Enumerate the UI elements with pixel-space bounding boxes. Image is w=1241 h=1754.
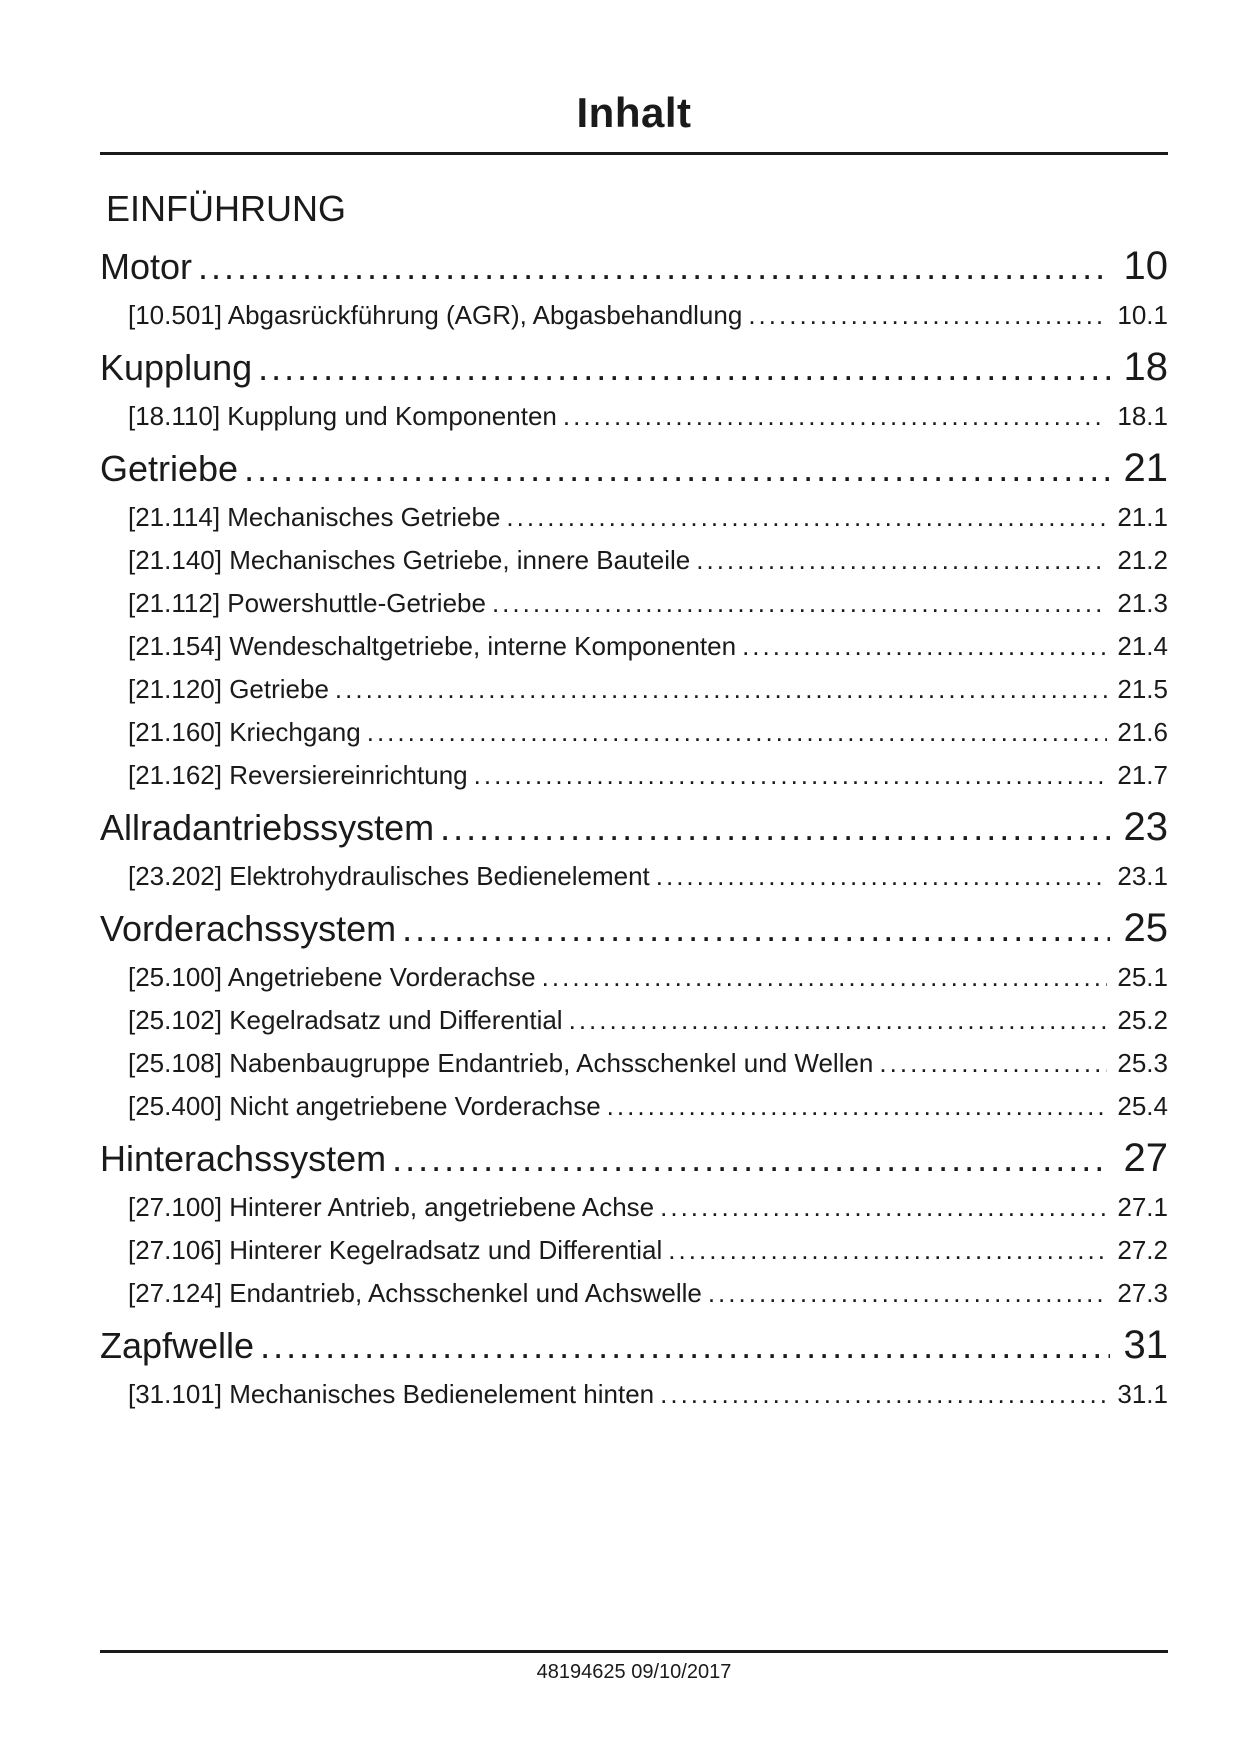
toc-section-entry[interactable] bbox=[100, 907, 1168, 950]
toc-section-label: Vorderachssystem bbox=[100, 908, 397, 949]
toc-subsection-label: [23.202] Elektrohydraulisches Bedienelement bbox=[128, 861, 650, 891]
toc-subsection-page-number: 10.1 bbox=[1117, 300, 1168, 330]
dot-leader bbox=[607, 1090, 1108, 1122]
toc-subsection-page-number: 25.3 bbox=[1117, 1048, 1168, 1078]
toc-subsection-label: [18.110] Kupplung und Komponenten bbox=[128, 401, 557, 431]
toc-subsection-page-number: 27.1 bbox=[1117, 1192, 1168, 1222]
dot-leader bbox=[335, 673, 1107, 705]
toc-subsection-label: [27.124] Endantrieb, Achsschenkel und Achswelle bbox=[128, 1278, 702, 1308]
dot-leader bbox=[748, 299, 1107, 331]
toc-subsection-page-number: 23.1 bbox=[1117, 861, 1168, 891]
dot-leader bbox=[392, 1138, 1109, 1180]
toc-section-entry[interactable] bbox=[100, 1137, 1168, 1180]
title-divider bbox=[100, 152, 1168, 155]
toc-subsection-label: [25.102] Kegelradsatz und Differential bbox=[128, 1005, 563, 1035]
dot-leader bbox=[258, 347, 1109, 389]
toc-section-page-number: 10 bbox=[1123, 244, 1168, 288]
page-footer bbox=[100, 1650, 1168, 1684]
dot-leader bbox=[708, 1277, 1108, 1309]
toc-subsection-page-number: 21.3 bbox=[1117, 588, 1168, 618]
toc-subsection-page-number: 27.2 bbox=[1117, 1235, 1168, 1265]
toc-subsection-entry[interactable] bbox=[128, 501, 1168, 533]
toc-section-entry[interactable] bbox=[100, 806, 1168, 849]
toc-section-label: Motor bbox=[100, 246, 193, 287]
toc-subsection-entry[interactable] bbox=[128, 1047, 1168, 1079]
toc-section-label: Allradantriebssystem bbox=[100, 807, 435, 848]
toc-subsection-page-number: 21.5 bbox=[1117, 674, 1168, 704]
dot-leader bbox=[696, 544, 1107, 576]
toc-subsection-entry[interactable] bbox=[128, 1277, 1168, 1309]
toc-subsection-entry[interactable] bbox=[128, 630, 1168, 662]
toc-section-page-number: 23 bbox=[1123, 805, 1168, 849]
toc-subsection-page-number: 25.4 bbox=[1117, 1091, 1168, 1121]
dot-leader bbox=[879, 1047, 1107, 1079]
dot-leader bbox=[506, 501, 1107, 533]
toc-subsection-label: [25.400] Nicht angetriebene Vorderachse bbox=[128, 1091, 601, 1121]
toc-section-entry[interactable] bbox=[100, 1324, 1168, 1367]
toc-subsection-entry[interactable] bbox=[128, 716, 1168, 748]
dot-leader bbox=[474, 759, 1108, 791]
toc-subsection-label: [25.108] Nabenbaugruppe Endantrieb, Achsschenkel und Wellen bbox=[128, 1048, 874, 1078]
toc-subsection-label: [21.154] Wendeschaltgetriebe, interne Komponenten bbox=[128, 631, 737, 661]
toc-subsection-entry[interactable] bbox=[128, 860, 1168, 892]
toc-section-page-number: 18 bbox=[1123, 345, 1168, 389]
dot-leader bbox=[492, 587, 1107, 619]
toc-subsection-entry[interactable] bbox=[128, 961, 1168, 993]
dot-leader bbox=[569, 1004, 1108, 1036]
toc-section-label: Kupplung bbox=[100, 347, 253, 388]
dot-leader bbox=[244, 448, 1109, 490]
toc-subsection-label: [27.106] Hinterer Kegelradsatz und Differential bbox=[128, 1235, 663, 1265]
toc-subsection-page-number: 31.1 bbox=[1117, 1379, 1168, 1409]
toc-section-page-number: 27 bbox=[1123, 1136, 1168, 1180]
toc-section-entry[interactable] bbox=[100, 245, 1168, 288]
toc-subsection-page-number: 18.1 bbox=[1117, 401, 1168, 431]
toc-subsection-entry[interactable] bbox=[128, 673, 1168, 705]
toc-subsection-entry[interactable] bbox=[128, 544, 1168, 576]
intro-heading: EINFÜHRUNG bbox=[106, 188, 346, 229]
toc-section-label: Zapfwelle bbox=[100, 1325, 255, 1366]
toc-subsection-page-number: 21.6 bbox=[1117, 717, 1168, 747]
toc-subsection-page-number: 21.4 bbox=[1117, 631, 1168, 661]
toc-section-page-number: 21 bbox=[1123, 446, 1168, 490]
toc-section-label: Hinterachssystem bbox=[100, 1138, 387, 1179]
toc-subsection-label: [10.501] Abgasrückführung (AGR), Abgasbehandlung bbox=[128, 300, 743, 330]
toc-section-label: Getriebe bbox=[100, 448, 239, 489]
dot-leader bbox=[260, 1325, 1109, 1367]
toc-subsection-entry[interactable] bbox=[128, 759, 1168, 791]
toc-subsection-entry[interactable] bbox=[128, 1378, 1168, 1410]
toc-section-page-number: 25 bbox=[1123, 906, 1168, 950]
toc-subsection-page-number: 21.7 bbox=[1117, 760, 1168, 790]
toc-section-entry[interactable] bbox=[100, 346, 1168, 389]
dot-leader bbox=[660, 1378, 1107, 1410]
dot-leader bbox=[656, 860, 1108, 892]
toc-subsection-page-number: 21.1 bbox=[1117, 502, 1168, 532]
dot-leader bbox=[402, 908, 1109, 950]
toc-subsection-page-number: 25.2 bbox=[1117, 1005, 1168, 1035]
toc-subsection-page-number: 27.3 bbox=[1117, 1278, 1168, 1308]
toc-subsection-entry[interactable] bbox=[128, 587, 1168, 619]
dot-leader bbox=[367, 716, 1108, 748]
toc-subsection-label: [21.160] Kriechgang bbox=[128, 717, 361, 747]
dot-leader bbox=[563, 400, 1108, 432]
dot-leader bbox=[660, 1191, 1107, 1223]
toc-subsection-entry[interactable] bbox=[128, 299, 1168, 331]
toc-subsection-page-number: 25.1 bbox=[1117, 962, 1168, 992]
toc-subsection-entry[interactable] bbox=[128, 1234, 1168, 1266]
dot-leader bbox=[542, 961, 1108, 993]
table-of-contents bbox=[100, 245, 1168, 1410]
dot-leader bbox=[742, 630, 1107, 662]
toc-subsection-entry[interactable] bbox=[128, 1004, 1168, 1036]
toc-subsection-label: [21.162] Reversiereinrichtung bbox=[128, 760, 468, 790]
toc-section-entry[interactable] bbox=[100, 447, 1168, 490]
toc-subsection-label: [21.114] Mechanisches Getriebe bbox=[128, 502, 501, 532]
dot-leader bbox=[668, 1234, 1107, 1266]
footer-divider bbox=[100, 1650, 1168, 1653]
toc-subsection-label: [27.100] Hinterer Antrieb, angetriebene Achse bbox=[128, 1192, 655, 1222]
toc-subsection-label: [21.120] Getriebe bbox=[128, 674, 329, 704]
toc-subsection-entry[interactable] bbox=[128, 1191, 1168, 1223]
toc-subsection-label: [31.101] Mechanisches Bedienelement hinten bbox=[128, 1379, 655, 1409]
toc-subsection-label: [21.112] Powershuttle-Getriebe bbox=[128, 588, 486, 618]
toc-subsection-label: [21.140] Mechanisches Getriebe, innere Bauteile bbox=[128, 545, 691, 575]
document-page bbox=[100, 0, 1168, 1754]
toc-subsection-entry[interactable] bbox=[128, 400, 1168, 432]
toc-subsection-page-number: 21.2 bbox=[1117, 545, 1168, 575]
toc-subsection-label: [25.100] Angetriebene Vorderachse bbox=[128, 962, 536, 992]
footer-doc-info: 48194625 09/10/2017 bbox=[536, 1661, 732, 1683]
toc-subsection-entry[interactable] bbox=[128, 1090, 1168, 1122]
toc-section-page-number: 31 bbox=[1123, 1323, 1168, 1367]
dot-leader bbox=[440, 807, 1109, 849]
page-title: Inhalt bbox=[576, 89, 692, 136]
dot-leader bbox=[198, 246, 1109, 288]
